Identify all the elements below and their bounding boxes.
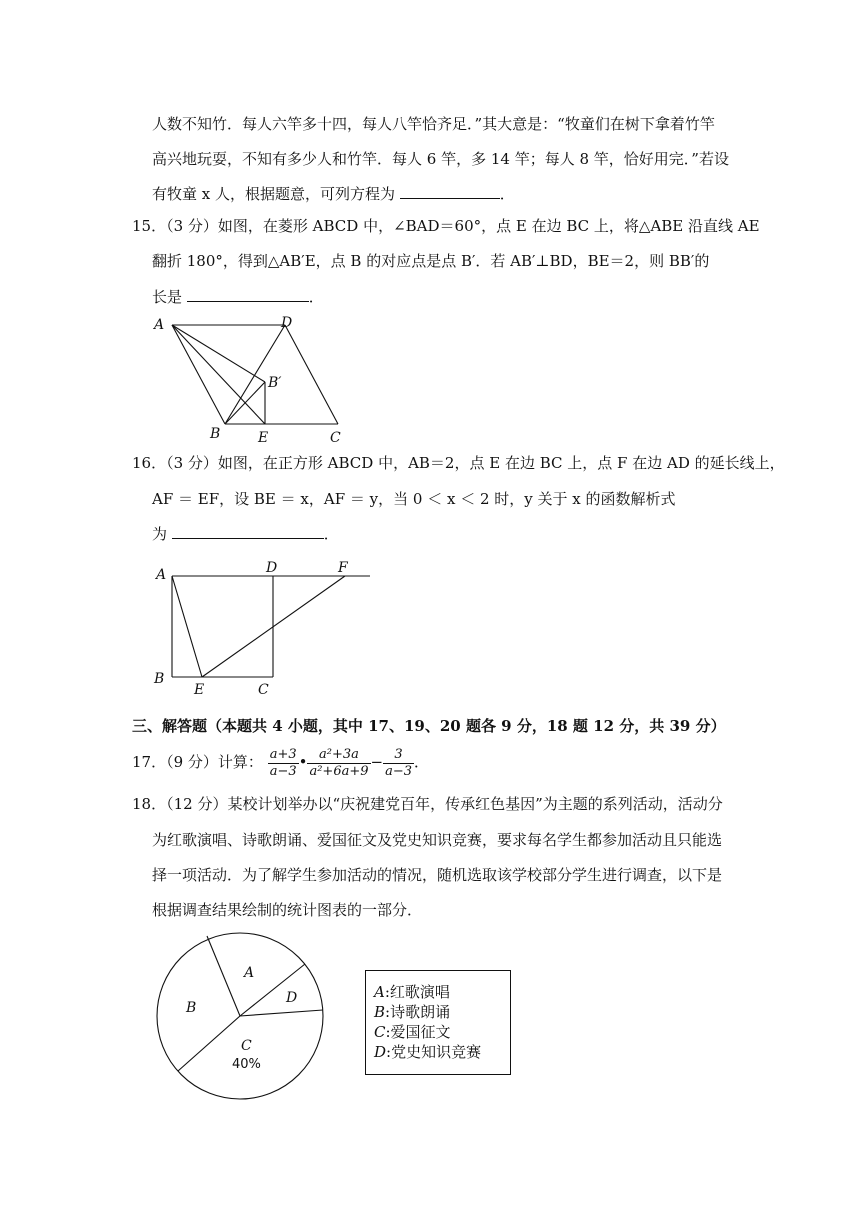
q16-line-3-end: ． <box>323 525 339 543</box>
q18-line-4: 根据调查结果绘制的统计图表的一部分． <box>152 901 423 919</box>
label-A: A <box>154 317 165 333</box>
q18-line-3: 择一项活动．为了解学生参加活动的情况，随机选取该学校部分学生进行调查，以下是 <box>152 866 723 884</box>
q17-line <box>132 743 429 781</box>
label-A: A <box>156 567 167 583</box>
q14-answer-blank[interactable] <box>400 182 500 199</box>
q18-line-2: 为红歌演唱、诗歌朗诵、爱国征文及党史知识竞赛，要求每名学生都参加活动且只能选 <box>152 831 723 849</box>
legend-item-D <box>374 1042 481 1062</box>
q16-line-3-text: 为 <box>152 525 168 543</box>
q15-rhombus-figure <box>150 310 360 445</box>
q14-line-3-end: ． <box>499 185 515 203</box>
q17-end: ． <box>414 753 430 771</box>
q17-f1-numerator: a+3 <box>269 746 297 762</box>
pie-label-B: B <box>186 1000 197 1016</box>
q16-answer-blank[interactable] <box>172 522 324 539</box>
label-E: E <box>194 682 205 698</box>
label-Bprime: B′ <box>268 375 282 391</box>
q14-line-2: 高兴地玩耍，不知有多少人和竹竿．每人 6 竿，多 14 竿；每人 8 竿，恰好用完．”若设 <box>152 150 729 168</box>
label-E: E <box>258 430 269 445</box>
legend-key-D: D <box>374 1043 387 1061</box>
label-D: D <box>281 315 293 331</box>
legend-text-D: :党史知识竞赛 <box>386 1043 482 1061</box>
q15-line-1: 15．（3 分）如图，在菱形 ABCD 中，∠BAD＝60°，点 E 在边 BC 上，将△ABE 沿直线 AE <box>132 217 760 235</box>
q14-line-3-text: 有牧童 x 人，根据题意，可列方程为 <box>152 185 395 203</box>
q17-fraction-2 <box>307 747 370 780</box>
q15-line-3-end: ． <box>308 288 324 306</box>
q15-line-3-text: 长是 <box>152 288 183 306</box>
q17-f2-denominator: a²+6a+9 <box>309 763 369 779</box>
q17-dot: • <box>298 753 308 771</box>
q16-line-1: 16．（3 分）如图，在正方形 ABCD 中，AB＝2，点 E 在边 BC 上，点 F 在边 AD 的延长线上， <box>132 454 785 472</box>
label-F: F <box>338 560 348 576</box>
pie-label-D: D <box>286 990 298 1006</box>
q17-minus: − <box>370 753 384 771</box>
label-D: D <box>266 560 278 576</box>
q17-prefix: 17．（9 分）计算： <box>132 753 263 771</box>
q15-answer-blank[interactable] <box>187 285 309 302</box>
legend-text-B: :诗歌朗诵 <box>385 1003 451 1021</box>
pie-divider-DC <box>240 1010 323 1016</box>
q17-f1-denominator: a−3 <box>269 763 297 779</box>
legend-item-B <box>374 1002 481 1022</box>
legend-item-C <box>374 1022 481 1042</box>
q14-line-3 <box>152 182 515 205</box>
q15-line-2: 翻折 180°，得到△AB′E，点 B 的对应点是点 B′．若 AB′⊥BD，BE＝2，则 BB′的 <box>152 252 710 270</box>
pie-divider-AB <box>207 936 240 1016</box>
q17-fraction-3 <box>383 747 414 780</box>
pie-label-C: C <box>241 1038 252 1054</box>
legend-key-A: A <box>374 983 385 1001</box>
pie-label-A: A <box>244 965 255 981</box>
q15-line-3 <box>152 285 324 308</box>
edge-BA <box>172 325 225 424</box>
legend-text-C: :爱国征文 <box>385 1023 451 1041</box>
q16-square-figure <box>150 560 380 700</box>
legend-list <box>374 982 481 1062</box>
pie-divider-CB <box>178 1016 240 1071</box>
segment-AE <box>172 576 202 677</box>
q17-fraction-1 <box>268 747 299 780</box>
edge-DC <box>285 325 338 424</box>
legend-key-C: C <box>374 1023 386 1041</box>
legend-text-A: :红歌演唱 <box>384 983 450 1001</box>
segment-AE <box>172 325 265 424</box>
q14-line-1: 人数不知竹．每人六竿多十四，每人八竿恰齐足．”其大意是：“牧童们在树下拿着竹竿 <box>152 115 715 133</box>
q18-pie-chart <box>150 930 330 1105</box>
label-C: C <box>258 682 269 698</box>
q18-line-1: 18．（12 分）某校计划举办以“庆祝建党百年，传承红色基因”为主题的系列活动，活动分 <box>132 795 723 813</box>
section-3-title: 三、解答题（本题共 4 小题，其中 17、19、20 题各 9 分，18 题 12 分，共 39 分） <box>132 717 726 735</box>
segment-ABprime <box>172 325 265 382</box>
q17-f3-denominator: a−3 <box>385 763 413 779</box>
pie-c-percent: 40% <box>232 1057 261 1072</box>
label-C: C <box>330 430 341 445</box>
q17-f3-numerator: 3 <box>383 747 414 764</box>
legend-key-B: B <box>374 1003 386 1021</box>
label-B: B <box>210 426 221 442</box>
q16-line-3 <box>152 522 339 545</box>
label-B: B <box>154 671 165 687</box>
q17-f2-numerator: a²+3a <box>307 747 370 764</box>
pie-legend <box>365 970 511 1075</box>
legend-item-A <box>374 982 481 1002</box>
q16-line-2: AF ＝ EF，设 BE ＝ x，AF ＝ y，当 0 ＜ x ＜ 2 时，y 关于 x 的函数解析式 <box>152 490 676 508</box>
